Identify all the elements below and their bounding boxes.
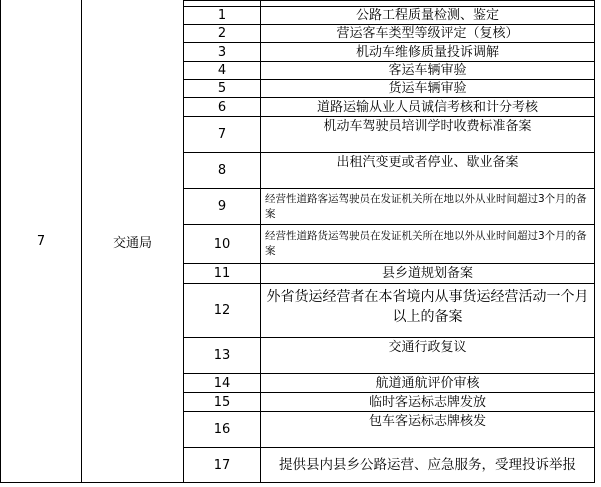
item-name: 提供县内县乡公路运营、应急服务，受理投诉举报 (279, 456, 576, 473)
row-number: 17 (213, 457, 231, 473)
item-name: 公路工程质量检测、鉴定 (355, 8, 499, 23)
item-name: 货运车辆审验 (388, 81, 467, 96)
row-number: 3 (217, 44, 227, 60)
row-number: 13 (213, 348, 231, 363)
row-number: 6 (217, 99, 227, 115)
item-name: 营运客车类型等级评定（复核） (336, 26, 519, 41)
row-number: 8 (217, 163, 227, 178)
row-number: 16 (213, 422, 231, 437)
item-name: 道路运输从业人员诚信考核和计分考核 (316, 99, 538, 115)
department-cell: 交通局 (112, 235, 152, 251)
row-number: 5 (217, 81, 227, 96)
item-name: 机动车驾驶员培训学时收费标准备案 (323, 119, 532, 134)
column-divider (594, 0, 595, 483)
row-number: 7 (217, 127, 227, 142)
item-name: 临时客运标志牌发放 (368, 394, 486, 410)
item-name: 县乡道规划备案 (381, 266, 473, 281)
item-name: 经营性道路货运驾驶员在发证机关所在地以外从业时间超过3个月的备案 (265, 230, 587, 257)
row-number: 12 (213, 303, 231, 318)
row-divider (183, 0, 594, 1)
item-name: 包车客运标志牌核发 (368, 414, 486, 429)
row-number: 14 (213, 375, 231, 391)
item-name: 客运车辆审验 (388, 63, 467, 78)
table-bottom-border (0, 482, 594, 483)
row-number: 11 (213, 266, 231, 281)
row-number: 1 (217, 8, 227, 23)
row-number: 2 (217, 26, 227, 41)
item-name: 交通行政复议 (388, 340, 467, 355)
item-name: 出租汽变更或者停业、歇业备案 (336, 155, 519, 170)
row-number: 10 (213, 236, 231, 252)
group-number-cell: 7 (36, 233, 46, 249)
row-number: 4 (217, 63, 227, 78)
row-number: 15 (213, 394, 231, 410)
item-name: 机动车维修质量投诉调解 (355, 44, 499, 60)
item-name: 外省货运经营者在本省境内从事货运经营活动一个月以上的备案 (266, 289, 589, 325)
row-number: 9 (217, 199, 227, 214)
item-name: 航道通航评价审核 (375, 375, 480, 391)
item-name: 经营性道路客运驾驶员在发证机关所在地以外从业时间超过3个月的备案 (265, 192, 587, 220)
